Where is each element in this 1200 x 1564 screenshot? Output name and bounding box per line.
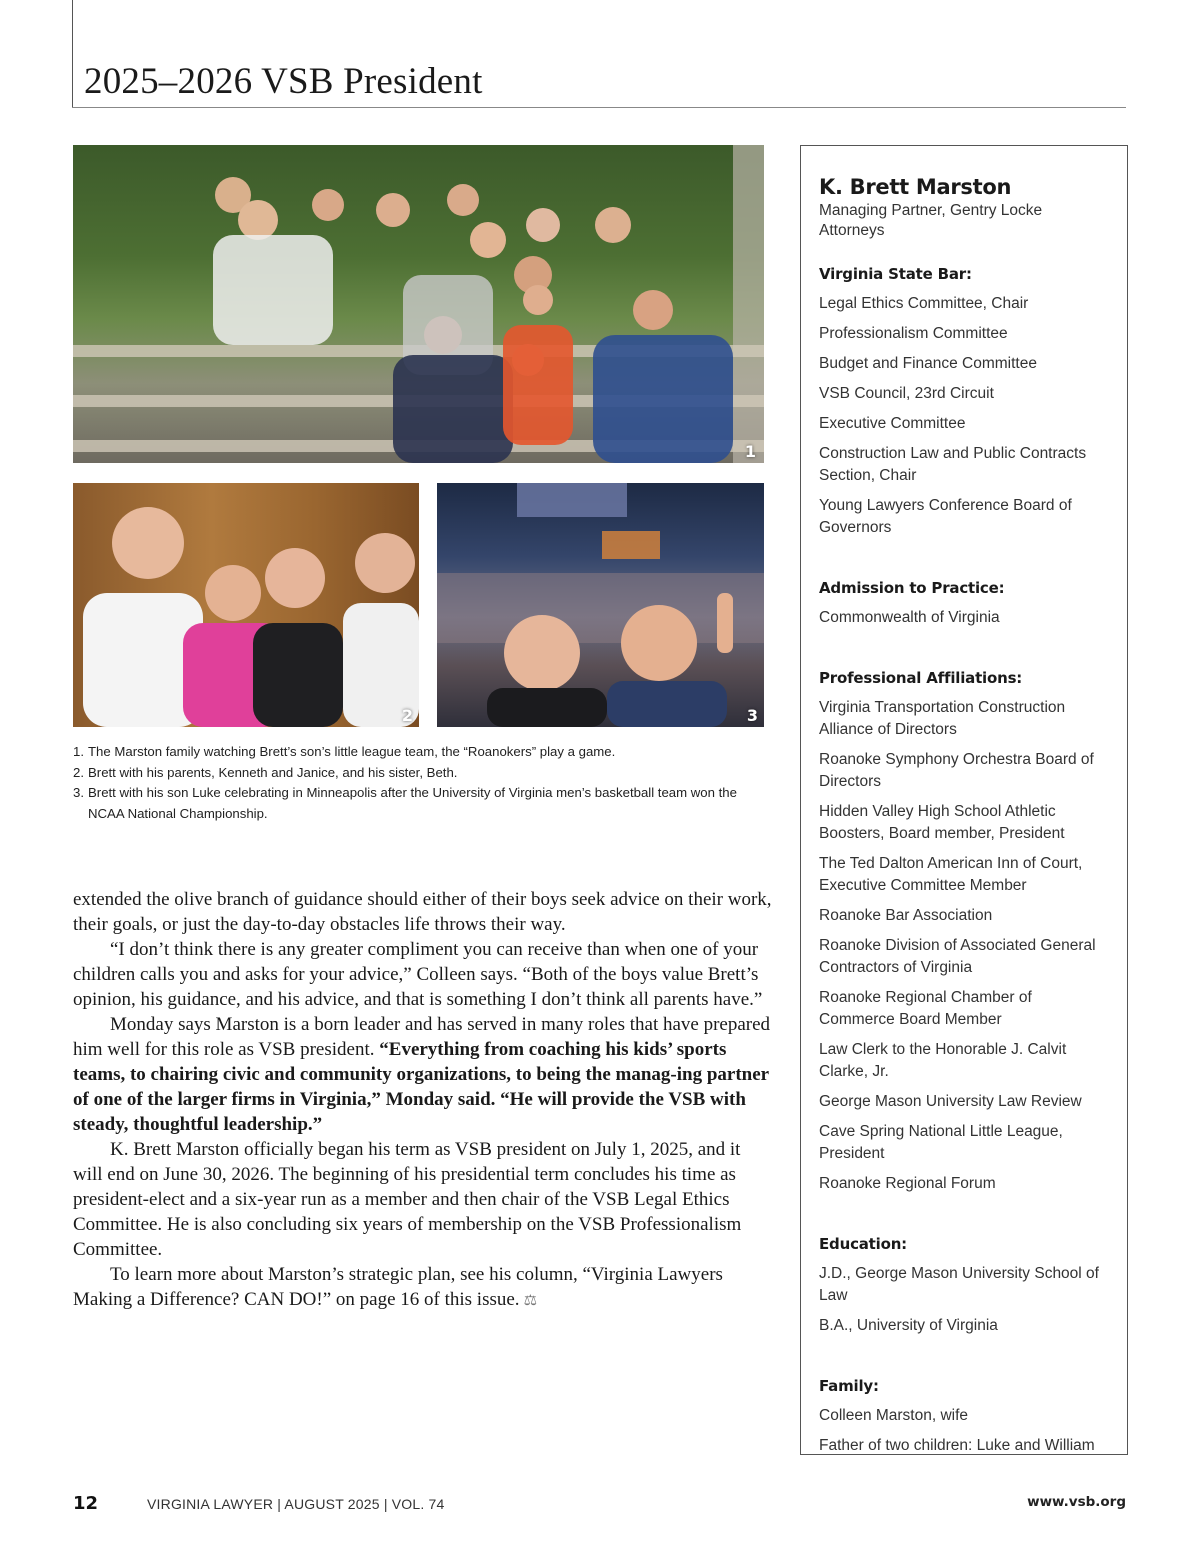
photo-captions <box>73 742 763 824</box>
bio-list-item: J.D., George Mason University School of Law <box>819 1265 1099 1304</box>
bio-list-item: Cave Spring National Little League, President <box>819 1123 1063 1162</box>
bio-list-item: Law Clerk to the Honorable J. Calvit Clarke, Jr. <box>819 1041 1067 1080</box>
article-paragraph: extended the olive branch of guidance should either of their boys seek advice on their work, their goals, or just the day-to-day obstacles life throws their way. <box>73 889 772 935</box>
bio-section <box>819 1375 1109 1457</box>
bio-name: K. Brett Marston <box>819 175 1012 199</box>
photo-number-1: 1 <box>744 442 756 461</box>
bio-list-item: VSB Council, 23rd Circuit <box>819 385 994 402</box>
article-paragraph <box>73 1262 773 1314</box>
header-horizontal-rule <box>72 107 1126 108</box>
article-paragraph <box>73 1012 773 1137</box>
bio-list-item: B.A., University of Virginia <box>819 1317 998 1334</box>
bio-list-item: Hidden Valley High School Athletic Boosters, Board member, President <box>819 803 1065 842</box>
caption-3 <box>73 783 763 824</box>
bio-list-item: Roanoke Division of Associated General Contractors of Virginia <box>819 937 1096 976</box>
caption-number: 1. <box>73 744 84 759</box>
bio-section-heading: Family: <box>819 1377 879 1395</box>
footer-page-number: 12 <box>73 1493 99 1514</box>
bio-list-item: Roanoke Bar Association <box>819 907 993 924</box>
article-text: Monday says Marston is a born leader and has served in many roles that have prepared him well for this role as VSB president. <box>73 1014 771 1060</box>
caption-2 <box>73 763 763 784</box>
bio-list-item: The Ted Dalton American Inn of Court, Executive Committee Member <box>819 855 1083 894</box>
photo-brett-with-son-luke <box>437 483 764 727</box>
bio-section <box>819 667 1109 1195</box>
bio-list-item: George Mason University Law Review <box>819 1093 1082 1110</box>
pull-quote-bold: “Everything from coaching his kids’ sports teams, to chairing civic and community organizations, to being the manag-ing partner of one of the larger firms in Virginia,” Monday said. “He will provide the VSB with steady, thoughtful leadership.” <box>73 1039 769 1135</box>
bio-list-item: Young Lawyers Conference Board of Governors <box>819 497 1072 536</box>
photo-number-2: 2 <box>401 706 413 725</box>
caption-number: 2. <box>73 764 84 780</box>
header-vertical-rule <box>72 0 73 108</box>
bio-list-item: Roanoke Symphony Orchestra Board of Directors <box>819 751 1094 790</box>
bio-section <box>819 263 1109 539</box>
article-paragraph: “I don’t think there is any greater compliment you can receive than when one of your children calls you and asks for your advice,” Colleen says. “Both of the boys value Brett’s opinion, his guidance, and his advice, and that is something I don’t think all parents have.” <box>73 939 763 1010</box>
bio-section-heading: Professional Affiliations: <box>819 669 1023 687</box>
bio-sections <box>819 263 1109 1457</box>
bio-list-item: Virginia Transportation Construction Alliance of Directors <box>819 699 1066 738</box>
bio-list-item: Commonwealth of Virginia <box>819 609 1000 626</box>
bio-sidebar <box>800 145 1128 1455</box>
bio-role: Managing Partner, Gentry Locke Attorneys <box>819 202 1043 239</box>
photo-number-3: 3 <box>746 706 758 725</box>
caption-number: 3. <box>73 785 84 800</box>
bio-list-item: Father of two children: Luke and William <box>819 1437 1095 1454</box>
caption-text: Brett with his parents, Kenneth and Janice, and his sister, Beth. <box>88 764 458 780</box>
bio-list-item: Executive Committee <box>819 415 966 432</box>
photo-brett-with-parents-sister-scene <box>73 483 419 727</box>
bio-list-item: Roanoke Regional Forum <box>819 1175 996 1192</box>
photo-brett-with-parents-sister <box>73 483 419 727</box>
bio-list-item: Construction Law and Public Contracts Section, Chair <box>819 445 1087 484</box>
caption-text: Brett with his son Luke celebrating in Minneapolis after the University of Virginia men’s basketball team won the NCAA National Championship. <box>88 785 737 821</box>
photo-family-baseball-scene <box>73 145 764 463</box>
caption-text: The Marston family watching Brett’s son’s little league team, the “Roanokers” play a game. <box>88 744 616 759</box>
footer-url[interactable]: www.vsb.org <box>1027 1494 1126 1510</box>
article-paragraph: K. Brett Marston officially began his term as VSB president on July 1, 2025, and it will end on June 30, 2026. The beginning of his presidential term concludes his time as president-elect and a six-year run as a member and then chair of the VSB Legal Ethics Committee. He is also concluding six years of membership on the VSB Professionalism Committee. <box>73 1139 742 1260</box>
bio-section <box>819 1233 1109 1337</box>
bio-list-item: Roanoke Regional Chamber of Commerce Board Member <box>819 989 1032 1028</box>
photo-brett-with-son-luke-scene <box>437 483 764 727</box>
article-text: To learn more about Marston’s strategic plan, see his column, “Virginia Lawyers Making a Difference? CAN DO!” on page 16 of this issue. <box>73 1264 723 1310</box>
bio-list-item: Budget and Finance Committee <box>819 355 1037 372</box>
footer-publication: VIRGINIA LAWYER | AUGUST 2025 | VOL. 74 <box>147 1496 445 1512</box>
bio-section-heading: Virginia State Bar: <box>819 265 972 283</box>
scales-of-justice-icon: ⚖ <box>523 1293 538 1309</box>
bio-section-heading: Education: <box>819 1235 907 1253</box>
bio-section-heading: Admission to Practice: <box>819 579 1005 597</box>
page-title: 2025–2026 VSB President <box>84 61 483 102</box>
photo-family-baseball <box>73 145 764 463</box>
bio-list-item: Professionalism Committee <box>819 325 1008 342</box>
bio-section <box>819 577 1109 629</box>
caption-1 <box>73 742 763 763</box>
bio-list-item: Legal Ethics Committee, Chair <box>819 295 1029 312</box>
article-body <box>73 887 773 1314</box>
bio-list-item: Colleen Marston, wife <box>819 1407 969 1424</box>
